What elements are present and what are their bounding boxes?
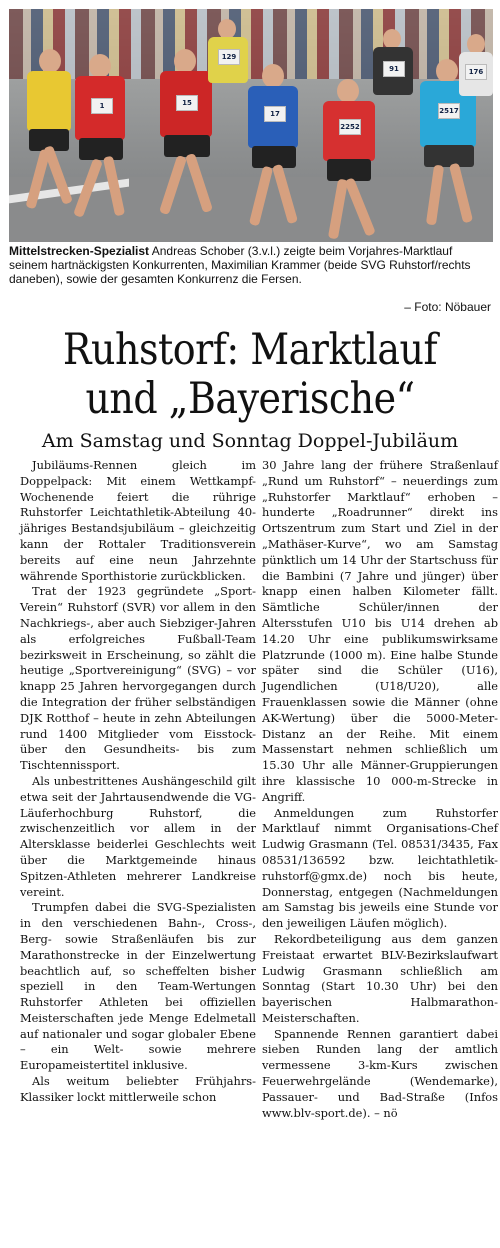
paragraph: Als unbestrittenes Aushängeschild gilt etwa seit der Jahrtausendwende die VG-Läuferhochburg Ruhstorf, die zwischenzeitlich vor allem in der Altersklasse beiderlei Geschlechts weit über die Marktgemeinde hinaus Spitzen-Athleten mehrerer Landkreise vereint. <box>20 773 256 899</box>
paragraph: Trat der 1923 gegründete „Sport-Verein“ Ruhstorf (SVR) vor allem in den Nachkriegs-, aber auch Siebziger-Jahren als erfolgreiches Fußball-Team bezirksweit in Erscheinung, so zählt die heutige „Sportvereinigung“ (SVG) – vor knapp 25 Jahren hervorgegangen durch die Integration der früher selbständigen DJK Rotthof – heute in zehn Abteilungen rund 1400 Mitglieder vom Eisstock- über den Gesundheits- bis zum Tischtennissport. <box>20 584 256 773</box>
paragraph: Anmeldungen zum Ruhstorfer Marktlauf nimmt Organisations-Chef Ludwig Grasmann (Tel. 08531/3435, Fax 08531/136592 bzw. leichtathletik-ruhstorf@gmx.de) noch bis heute, Donnerstag, entgegen (Nachmeldungen am Samstag bis jeweils eine Stunde vor den jeweiligen Läufen möglich). <box>262 805 498 931</box>
headline-line-2: und „Bayerische“ <box>85 374 415 424</box>
photo-credit: – Foto: Nöbauer <box>404 300 491 314</box>
caption-lead: Mittelstrecken-Spezialist <box>9 244 150 258</box>
headline <box>0 325 500 424</box>
race-photo: 1 15 17 2252 2517 91 129 176 <box>9 9 493 242</box>
paragraph: Jubiläums-Rennen gleich im Doppelpack: Mit einem Wettkampf-Wochenende feiert die rührige Ruhstorfer Leichtathletik-Abteilung 40-jähriges Bestandsjubiläum – gleichzeitig kann der Rottaler Traditionsverein bereits auf eine neun Jahrzehnte währende Sporthistorie zurückblicken. <box>20 458 256 583</box>
article-column-2 <box>262 458 498 1121</box>
caption-text: Andreas Schober (3.v.l.) zeigte beim Vorjahres-Marktlauf seinem hartnäckigsten Konkurrenten, Maximilian Krammer (beide SVG Ruhstorf/rechts daneben), sowie der gesamten Konkurrenz die Fersen. <box>9 244 471 286</box>
paragraph: 30 Jahre lang der frühere Straßenlauf „Rund um Ruhstorf“ – neuerdings zum „Ruhstorfer Marktlauf“ erhoben – hunderte „Roadrunner“ direkt ins Ortszentrum zum Start und Ziel in der „Mathäser-Kurve“, wo am Samstag pünktlich um 14 Uhr der Startschuss für die Bambini (7 Jahre und jünger) über knapp einen halben Kilometer fällt. Sämtliche Schüler/innen der Altersstufen U10 bis U14 drehen ab 14.20 Uhr eine publikumswirksame Platzrunde (1000 m). Eine halbe Stunde später sind die Schüler (U16), Jugendlichen (U18/U20), alle Frauenklassen sowie die Männer (ohne AK-Wertung) über die 5000-Meter-Distanz an der Reihe. Mit einem Massenstart nehmen schließlich um 15.30 Uhr alle Männer-Gruppierungen ihre klassische 10 000-m-Strecke in Angriff. <box>262 458 498 804</box>
photo-caption <box>9 244 493 286</box>
paragraph: Rekordbeteiligung aus dem ganzen Freistaat erwartet BLV-Bezirkslaufwart Ludwig Grasmann schließlich am Sonntag (Start 10.30 Uhr) bei den bayerischen Halbmarathon-Meisterschaften. <box>262 931 498 1025</box>
paragraph: Trumpfen dabei die SVG-Spezialisten in den verschiedenen Bahn-, Cross-, Berg- sowie Straßenläufen bis zur Marathonstrecke in der Einzelwertung beachtlich auf, so scheffelten bisher speziell in den Team-Wertungen Ruhstorfer Athleten bei offiziellen Meisterschaften jede Menge Edelmetall auf nationaler und sogar globaler Ebene – ein Welt- sowie mehrere Europameistertitel inklusive. <box>20 900 256 1073</box>
headline-line-1: Ruhstorf: Marktlauf <box>62 324 438 374</box>
subheadline: Am Samstag und Sonntag Doppel-Jubiläum <box>41 430 459 452</box>
paragraph: Spannende Rennen garantiert dabei sieben Runden lang der amtlich vermessene 3-km-Kurs zwischen Feuerwehrgelände (Wendemarke), Passauer- und Bad-Straße (Infos www.blv-sport.de). – nö <box>262 1026 498 1120</box>
crowd-background <box>9 9 493 79</box>
paragraph: Als weitum beliebter Frühjahrs-Klassiker lockt mittlerweile schon <box>20 1074 256 1104</box>
article-column-1 <box>20 458 256 1106</box>
